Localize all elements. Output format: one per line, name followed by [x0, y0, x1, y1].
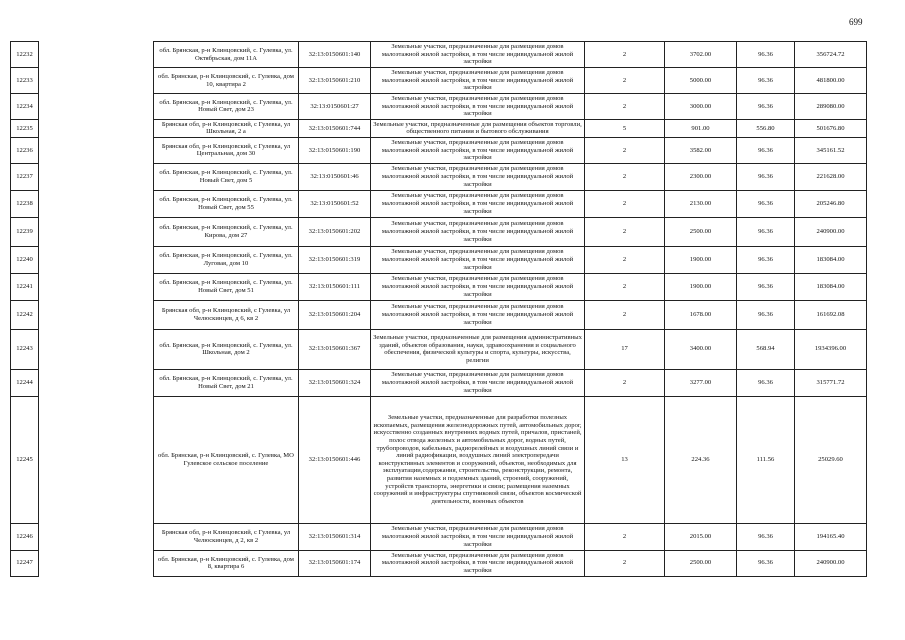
table-row [11, 94, 867, 120]
row-number-cell: 12239 [11, 217, 39, 246]
address-cell: обл. Брянская, р-н Клинцовский, с. Гулевка, дом 8, квартира 6 [154, 550, 299, 576]
cadastral-value-cell: 183084.00 [795, 246, 867, 273]
address-cell: обл. Брянская, р-н Клинцовский, с. Гулевка, ул. Новый Свет, дом 51 [154, 273, 299, 300]
use-group-cell: 13 [585, 396, 665, 523]
land-use-cell: Земельные участки, предназначенные для размещения домов малоэтажной жилой застройки, в том числе индивидуальной жилой застройки [371, 42, 585, 68]
row-number-cell: 12235 [11, 119, 39, 137]
table-row [11, 119, 867, 137]
land-use-cell: Земельные участки, предназначенные для размещения домов малоэтажной жилой застройки, в том числе индивидуальной жилой застройки [371, 68, 585, 94]
cadastral-value-cell: 161692.08 [795, 300, 867, 329]
land-use-cell: Земельные участки, предназначенные для размещения домов малоэтажной жилой застройки, в том числе индивидуальной жилой застройки [371, 523, 585, 550]
cadastral-value-cell: 1934396.00 [795, 329, 867, 369]
row-number-cell: 12243 [11, 329, 39, 369]
area-cell: 3400.00 [665, 329, 737, 369]
row-number-cell: 12246 [11, 523, 39, 550]
spacer-cell [39, 94, 154, 120]
use-group-cell: 2 [585, 246, 665, 273]
spacer-cell [39, 273, 154, 300]
area-cell: 1678.00 [665, 300, 737, 329]
cadastral-number-cell: 32:13:0150601:314 [299, 523, 371, 550]
address-cell: обл. Брянская, р-н Клинцовский, с. Гулевка, ул. Кирова, дом 27 [154, 217, 299, 246]
specific-value-cell: 568.94 [737, 329, 795, 369]
use-group-cell: 17 [585, 329, 665, 369]
row-number-cell: 12237 [11, 163, 39, 190]
land-use-cell: Земельные участки, предназначенные для размещения домов малоэтажной жилой застройки, в том числе индивидуальной жилой застройки [371, 300, 585, 329]
land-use-cell: Земельные участки, предназначенные для размещения домов малоэтажной жилой застройки, в том числе индивидуальной жилой застройки [371, 369, 585, 396]
use-group-cell: 2 [585, 550, 665, 576]
table-row [11, 217, 867, 246]
address-cell: обл. Брянская, р-н Клинцовский, с. Гулевка, ул. Новый Свет, дом 55 [154, 190, 299, 217]
land-use-cell: Земельные участки, предназначенные для размещения домов малоэтажной жилой застройки, в том числе индивидуальной жилой застройки [371, 246, 585, 273]
row-number-cell: 12241 [11, 273, 39, 300]
spacer-cell [39, 190, 154, 217]
row-number-cell: 12233 [11, 68, 39, 94]
cadastral-value-cell: 194165.40 [795, 523, 867, 550]
use-group-cell: 2 [585, 300, 665, 329]
cadastral-number-cell: 32:13:0150601:27 [299, 94, 371, 120]
cadastral-number-cell: 32:13:0150601:446 [299, 396, 371, 523]
table-row [11, 42, 867, 68]
specific-value-cell: 96.36 [737, 273, 795, 300]
specific-value-cell: 96.36 [737, 550, 795, 576]
land-use-cell: Земельные участки, предназначенные для размещения домов малоэтажной жилой застройки, в том числе индивидуальной жилой застройки [371, 273, 585, 300]
land-use-cell: Земельные участки, предназначенные для размещения домов малоэтажной жилой застройки, в том числе индивидуальной жилой застройки [371, 137, 585, 163]
cadastral-value-cell: 289080.00 [795, 94, 867, 120]
land-use-cell: Земельные участки, предназначенные для размещения домов малоэтажной жилой застройки, в том числе индивидуальной жилой застройки [371, 550, 585, 576]
specific-value-cell: 96.36 [737, 42, 795, 68]
address-cell: Брянская обл, р-н Клинцовский, с Гулевка, ул Школьная, 2 а [154, 119, 299, 137]
land-use-cell: Земельные участки, предназначенные для размещения домов малоэтажной жилой застройки, в том числе индивидуальной жилой застройки [371, 217, 585, 246]
land-use-cell: Земельные участки, предназначенные для размещения домов малоэтажной жилой застройки, в том числе индивидуальной жилой застройки [371, 163, 585, 190]
cadastral-number-cell: 32:13:0150601:111 [299, 273, 371, 300]
specific-value-cell: 96.36 [737, 190, 795, 217]
use-group-cell: 2 [585, 94, 665, 120]
use-group-cell: 5 [585, 119, 665, 137]
address-cell: обл. Брянская, р-н Клинцовский, с. Гулевка, ул. Новый Свет, дом 21 [154, 369, 299, 396]
table-row [11, 396, 867, 523]
cadastral-number-cell: 32:13:0150601:204 [299, 300, 371, 329]
spacer-cell [39, 369, 154, 396]
cadastral-number-cell: 32:13:0150601:52 [299, 190, 371, 217]
spacer-cell [39, 550, 154, 576]
area-cell: 3702.00 [665, 42, 737, 68]
row-number-cell: 12232 [11, 42, 39, 68]
land-use-cell: Земельные участки, предназначенные для размещения домов малоэтажной жилой застройки, в том числе индивидуальной жилой застройки [371, 190, 585, 217]
table-row [11, 163, 867, 190]
specific-value-cell: 96.36 [737, 523, 795, 550]
row-number-cell: 12245 [11, 396, 39, 523]
row-number-cell: 12236 [11, 137, 39, 163]
area-cell: 901.00 [665, 119, 737, 137]
specific-value-cell: 96.36 [737, 94, 795, 120]
cadastral-number-cell: 32:13:0150601:174 [299, 550, 371, 576]
address-cell: обл. Брянская, р-н Клинцовский, с. Гулевка, ул. Новый Свет, дом 5 [154, 163, 299, 190]
spacer-cell [39, 163, 154, 190]
use-group-cell: 2 [585, 68, 665, 94]
use-group-cell: 2 [585, 42, 665, 68]
specific-value-cell: 556.80 [737, 119, 795, 137]
spacer-cell [39, 119, 154, 137]
cadastral-number-cell: 32:13:0150601:319 [299, 246, 371, 273]
spacer-cell [39, 68, 154, 94]
address-cell: обл. Брянская, р-н Клинцовский, с. Гулевка, МО Гулевское сельское поселение [154, 396, 299, 523]
row-number-cell: 12247 [11, 550, 39, 576]
cadastral-number-cell: 32:13:0150601:210 [299, 68, 371, 94]
address-cell: Брянская обл, р-н Клинцовский, с Гулевка, ул Челюскинцев, д 2, кв 2 [154, 523, 299, 550]
use-group-cell: 2 [585, 217, 665, 246]
specific-value-cell: 96.36 [737, 68, 795, 94]
use-group-cell: 2 [585, 190, 665, 217]
spacer-cell [39, 300, 154, 329]
use-group-cell: 2 [585, 523, 665, 550]
row-number-cell: 12242 [11, 300, 39, 329]
table-row [11, 329, 867, 369]
cadastral-number-cell: 32:13:0150601:202 [299, 217, 371, 246]
cadastral-number-cell: 32:13:0150601:140 [299, 42, 371, 68]
spacer-cell [39, 396, 154, 523]
area-cell: 3000.00 [665, 94, 737, 120]
cadastral-number-cell: 32:13:0150601:324 [299, 369, 371, 396]
spacer-cell [39, 42, 154, 68]
land-use-cell: Земельные участки, предназначенные для размещения домов малоэтажной жилой застройки, в том числе индивидуальной жилой застройки [371, 94, 585, 120]
land-use-cell: Земельные участки, предназначенные для размещения административных зданий, объектов образования, науки, здравоохранения и социального обеспечения, физической культуры и спорта, культуры, искусства, религии [371, 329, 585, 369]
land-use-cell: Земельные участки, предназначенные для размещения объектов торговли, общественного питания и бытового обслуживания [371, 119, 585, 137]
cadastral-value-cell: 221628.00 [795, 163, 867, 190]
area-cell: 3582.00 [665, 137, 737, 163]
land-use-cell: Земельные участки, предназначенные для разработки полезных ископаемых, размещения железнодорожных путей, автомобильных дорог, искусственно созданных внутренних водных путей, причалов, пристаней, полос отвода железных и автомобильных дорог, водных путей, трубопроводов, кабельных, радиорелейных и воздушных линий связи и линий радиофикации, воздушных линий электропередачи конструктивных элементов и сооружений, объектов, необходимых для эксплуатации,содержания, строительства, реконструкции, ремонта, развития наземных и подземных зданий, строений, сооружений, устройств транспорта, энергетики и связи; размещения наземных сооружений и инфраструктуры спутниковой связи, объектов космической деятельности, военных объектов [371, 396, 585, 523]
spacer-cell [39, 329, 154, 369]
table-row [11, 369, 867, 396]
cadastral-value-cell: 205246.80 [795, 190, 867, 217]
row-number-cell: 12234 [11, 94, 39, 120]
cadastral-value-cell: 183084.00 [795, 273, 867, 300]
specific-value-cell: 96.36 [737, 137, 795, 163]
address-cell: Брянская обл, р-н Клинцовский, с Гулевка, ул Центральная, дом 30 [154, 137, 299, 163]
area-cell: 3277.00 [665, 369, 737, 396]
row-number-cell: 12240 [11, 246, 39, 273]
cadastral-number-cell: 32:13:0150601:367 [299, 329, 371, 369]
specific-value-cell: 96.36 [737, 163, 795, 190]
address-cell: обл. Брянская, р-н Клинцовский, с. Гулевка, дом 10, квартира 2 [154, 68, 299, 94]
address-cell: обл. Брянская, р-н Клинцовский, с. Гулевка, ул. Луговая, дом 10 [154, 246, 299, 273]
table-row [11, 246, 867, 273]
cadastral-value-cell: 481800.00 [795, 68, 867, 94]
cadastral-value-cell: 501676.80 [795, 119, 867, 137]
table-row [11, 300, 867, 329]
specific-value-cell: 96.36 [737, 246, 795, 273]
area-cell: 1900.00 [665, 273, 737, 300]
spacer-cell [39, 523, 154, 550]
address-cell: обл. Брянская, р-н Клинцовский, с. Гулевка, ул. Новый Свет, дом 23 [154, 94, 299, 120]
spacer-cell [39, 137, 154, 163]
area-cell: 2300.00 [665, 163, 737, 190]
land-registry-table [10, 41, 867, 577]
row-number-cell: 12238 [11, 190, 39, 217]
table-row [11, 190, 867, 217]
specific-value-cell: 111.56 [737, 396, 795, 523]
cadastral-number-cell: 32:13:0150601:190 [299, 137, 371, 163]
cadastral-value-cell: 240900.00 [795, 217, 867, 246]
page-number: 699 [849, 17, 863, 27]
specific-value-cell: 96.36 [737, 369, 795, 396]
row-number-cell: 12244 [11, 369, 39, 396]
area-cell: 2500.00 [665, 550, 737, 576]
table-row [11, 550, 867, 576]
address-cell: обл. Брянская, р-н Клинцовский, с. Гулевка, ул. Школьная, дом 2 [154, 329, 299, 369]
spacer-cell [39, 217, 154, 246]
area-cell: 2500.00 [665, 217, 737, 246]
area-cell: 2015.00 [665, 523, 737, 550]
cadastral-value-cell: 240900.00 [795, 550, 867, 576]
area-cell: 5000.00 [665, 68, 737, 94]
specific-value-cell: 96.36 [737, 300, 795, 329]
spacer-cell [39, 246, 154, 273]
area-cell: 1900.00 [665, 246, 737, 273]
cadastral-value-cell: 356724.72 [795, 42, 867, 68]
cadastral-number-cell: 32:13:0150601:46 [299, 163, 371, 190]
use-group-cell: 2 [585, 137, 665, 163]
table-row [11, 273, 867, 300]
use-group-cell: 2 [585, 369, 665, 396]
table-row [11, 137, 867, 163]
cadastral-value-cell: 315771.72 [795, 369, 867, 396]
use-group-cell: 2 [585, 163, 665, 190]
specific-value-cell: 96.36 [737, 217, 795, 246]
area-cell: 2130.00 [665, 190, 737, 217]
table-row [11, 68, 867, 94]
address-cell: обл. Брянская, р-н Клинцовский, с. Гулевка, ул. Октябрьская, дом 11А [154, 42, 299, 68]
area-cell: 224.36 [665, 396, 737, 523]
cadastral-value-cell: 345161.52 [795, 137, 867, 163]
cadastral-value-cell: 25029.60 [795, 396, 867, 523]
table-row [11, 523, 867, 550]
use-group-cell: 2 [585, 273, 665, 300]
address-cell: Брянская обл, р-н Клинцовский, с Гулевка, ул Челюскинцев, д 6, кв 2 [154, 300, 299, 329]
cadastral-number-cell: 32:13:0150601:744 [299, 119, 371, 137]
